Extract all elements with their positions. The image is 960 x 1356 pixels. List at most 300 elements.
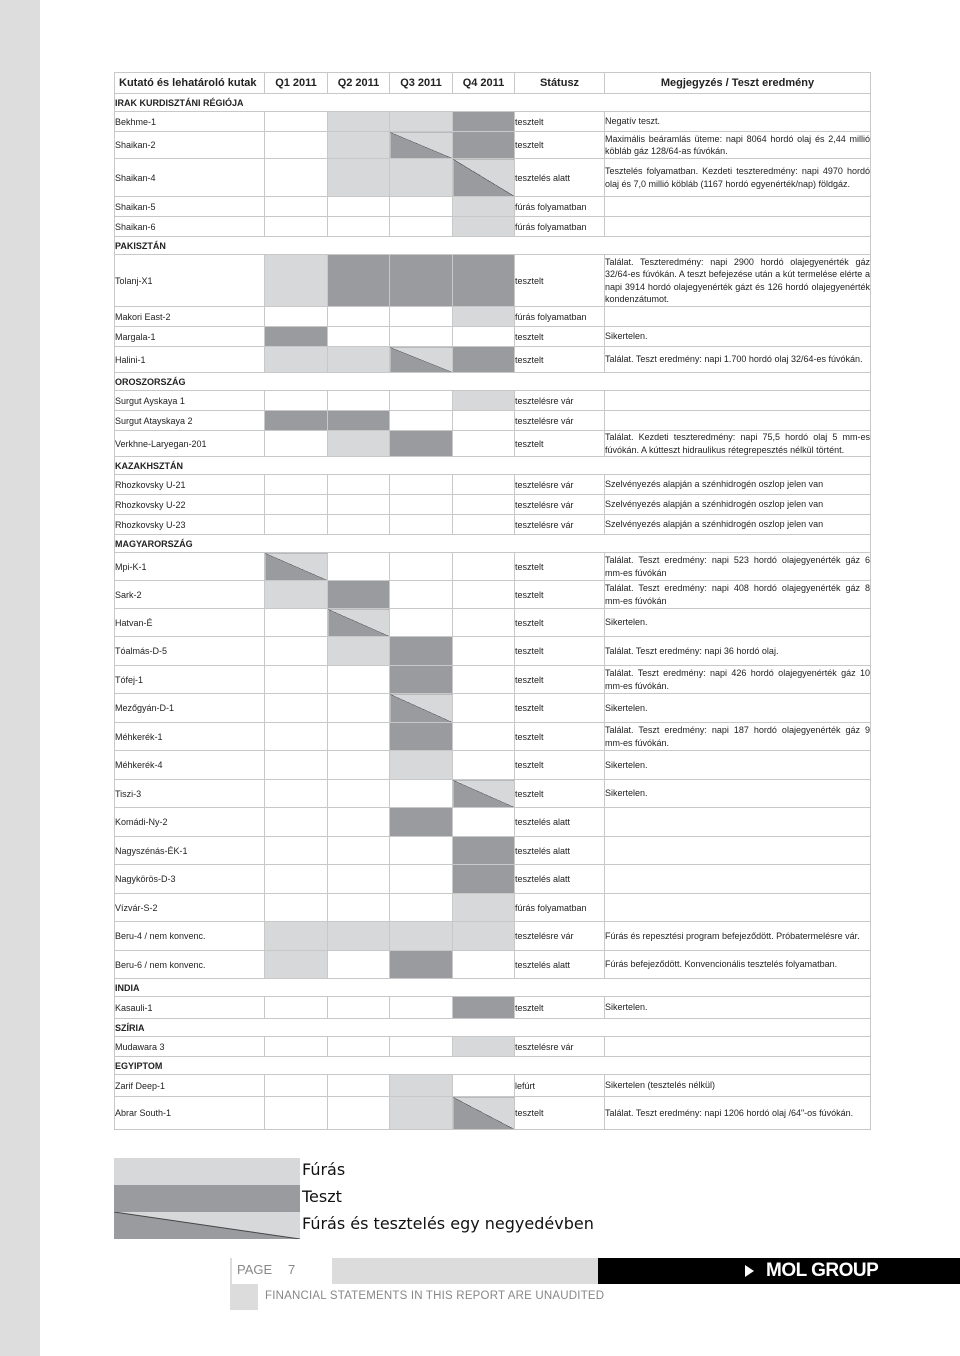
brand-name: MOL GROUP <box>766 1260 879 1281</box>
quarter-cell-q3 <box>390 431 453 457</box>
well-name: Komádi-Ny-2 <box>115 808 265 837</box>
well-name: Shaikan-5 <box>115 197 265 217</box>
quarter-cell-q1 <box>265 255 328 307</box>
quarter-cell-q1 <box>265 411 328 431</box>
status-cell: tesztelésre vár <box>515 391 605 411</box>
status-cell: tesztelésre vár <box>515 475 605 495</box>
status-cell: tesztelés alatt <box>515 808 605 837</box>
status-cell: tesztelt <box>515 637 605 666</box>
header-q3: Q3 2011 <box>390 73 453 94</box>
status-cell: tesztelt <box>515 780 605 808</box>
well-name: Makori East-2 <box>115 307 265 327</box>
quarter-cell-q1 <box>265 837 328 865</box>
quarter-cell-q2 <box>328 951 390 979</box>
status-cell: tesztelt <box>515 694 605 723</box>
triangle-arrow-icon <box>745 1265 754 1277</box>
table-row <box>115 411 871 431</box>
quarter-cell-q1 <box>265 808 328 837</box>
quarter-cell-q3 <box>390 997 453 1019</box>
remark-cell: Találat. Teszt eredmény: napi 408 hordó olajegyenérték gáz 8 mm-es fúvókán <box>605 581 871 609</box>
status-cell: lefúrt <box>515 1075 605 1097</box>
quarter-cell-q2 <box>328 391 390 411</box>
remark-cell <box>605 217 871 237</box>
quarter-cell-q4 <box>453 997 515 1019</box>
status-cell: fúrás folyamatban <box>515 307 605 327</box>
quarter-cell-q4 <box>453 255 515 307</box>
quarter-cell-q4 <box>453 694 515 723</box>
well-name: Zarif Deep-1 <box>115 1075 265 1097</box>
legend-swatch-testing <box>114 1185 300 1212</box>
quarter-cell-q4 <box>453 751 515 780</box>
quarter-cell-q1 <box>265 515 328 535</box>
quarter-cell-q1 <box>265 347 328 373</box>
status-cell: tesztelt <box>515 347 605 373</box>
section-row <box>115 94 871 112</box>
section-row <box>115 457 871 475</box>
section-row <box>115 237 871 255</box>
remark-cell: Találat. Teszt eredmény: napi 426 hordó olajegyenérték gáz 10 mm-es fúvókán. <box>605 666 871 694</box>
quarter-cell-q4 <box>453 112 515 132</box>
table-row <box>115 1075 871 1097</box>
mol-group-logo <box>598 1258 960 1284</box>
quarter-cell-q4 <box>453 411 515 431</box>
status-cell: tesztelt <box>515 327 605 347</box>
quarter-cell-q3 <box>390 894 453 922</box>
remark-cell: Sikertelen. <box>605 997 871 1019</box>
quarter-cell-q3 <box>390 217 453 237</box>
section-row <box>115 1019 871 1037</box>
remark-cell: Találat. Kezdeti teszteredmény: napi 75,5 hordó olaj 5 mm-es fúvókán. A kútteszt hidraulikus rétegrepesztés nélkül történt. <box>605 432 870 455</box>
well-name: Méhkerék-1 <box>115 723 265 751</box>
table-row <box>115 112 871 132</box>
status-cell: tesztelésre vár <box>515 515 605 535</box>
table-row <box>115 997 871 1019</box>
status-cell: tesztelt <box>515 666 605 694</box>
quarter-cell-q2 <box>328 694 390 723</box>
quarter-cell-q2 <box>328 997 390 1019</box>
quarter-cell-q1 <box>265 780 328 808</box>
quarter-cell-q4 <box>453 327 515 347</box>
quarter-cell-q4 <box>453 780 515 808</box>
well-name: Bekhme-1 <box>115 112 265 132</box>
status-cell: tesztelésre vár <box>515 411 605 431</box>
quarter-cell-q3 <box>390 751 453 780</box>
quarter-cell-q1 <box>265 217 328 237</box>
quarter-cell-q2 <box>328 837 390 865</box>
well-name: Nagykörös-D-3 <box>115 865 265 894</box>
table-row <box>115 327 871 347</box>
quarter-cell-q1 <box>265 1037 328 1057</box>
quarter-cell-q2 <box>328 808 390 837</box>
quarter-cell-q2 <box>328 347 390 373</box>
quarter-cell-q2 <box>328 723 390 751</box>
remark-cell <box>605 307 871 327</box>
remark-cell <box>605 865 871 894</box>
quarter-cell-q3 <box>390 581 453 609</box>
quarter-cell-q2 <box>328 217 390 237</box>
table-row <box>115 951 871 979</box>
quarter-cell-q1 <box>265 327 328 347</box>
quarter-cell-q1 <box>265 609 328 637</box>
drilling-table <box>114 72 870 1130</box>
status-cell: tesztelt <box>515 997 605 1019</box>
quarter-cell-q2 <box>328 159 390 197</box>
quarter-cell-q3 <box>390 495 453 515</box>
quarter-cell-q1 <box>265 723 328 751</box>
remark-cell <box>605 808 871 837</box>
quarter-cell-q1 <box>265 132 328 159</box>
well-name: Mezőgyán-D-1 <box>115 694 265 723</box>
section-title: PAKISZTÁN <box>115 237 871 255</box>
quarter-cell-q1 <box>265 751 328 780</box>
header-q2: Q2 2011 <box>328 73 390 94</box>
section-title: SZÍRIA <box>115 1019 871 1037</box>
status-cell: tesztelt <box>515 255 605 307</box>
quarter-cell-q4 <box>453 553 515 581</box>
quarter-cell-q2 <box>328 581 390 609</box>
well-name: Nagyszénás-ÉK-1 <box>115 837 265 865</box>
remark-cell: Maximális beáramlás üteme: napi 8064 hordó olaj és 2,44 millió köbláb gáz 128/64-as fúvókán. <box>605 132 871 159</box>
well-name: Rhozkovsky U-23 <box>115 515 265 535</box>
quarter-cell-q2 <box>328 132 390 159</box>
remark-cell: Találat. Teszt eredmény: napi 1.700 hordó olaj 32/64-es fúvókán. <box>605 347 871 373</box>
quarter-cell-q4 <box>453 1097 515 1130</box>
quarter-cell-q1 <box>265 666 328 694</box>
quarter-cell-q2 <box>328 666 390 694</box>
table-row <box>115 495 871 515</box>
quarter-cell-q2 <box>328 865 390 894</box>
well-name: Tóalmás-D-5 <box>115 637 265 666</box>
quarter-cell-q2 <box>328 255 390 307</box>
quarter-cell-q1 <box>265 112 328 132</box>
quarter-cell-q4 <box>453 723 515 751</box>
quarter-cell-q2 <box>328 112 390 132</box>
quarter-cell-q4 <box>453 515 515 535</box>
well-name: Tiszi-3 <box>115 780 265 808</box>
remark-cell <box>605 391 871 411</box>
quarter-cell-q3 <box>390 515 453 535</box>
table-row <box>115 609 871 637</box>
quarter-cell-q4 <box>453 132 515 159</box>
well-name: Margala-1 <box>115 327 265 347</box>
section-row <box>115 979 871 997</box>
remark-cell: Sikertelen (tesztelés nélkül) <box>605 1075 871 1097</box>
table-row <box>115 132 871 159</box>
table-row <box>115 1097 871 1130</box>
quarter-cell-q2 <box>328 1097 390 1130</box>
remark-cell: Fúrás és repesztési program befejeződött. Próbatermelésre vár. <box>605 922 871 951</box>
well-name: Vízvár-S-2 <box>115 894 265 922</box>
table-row <box>115 751 871 780</box>
quarter-cell-q1 <box>265 391 328 411</box>
quarter-cell-q2 <box>328 553 390 581</box>
table-row <box>115 894 871 922</box>
quarter-cell-q1 <box>265 475 328 495</box>
quarter-cell-q2 <box>328 411 390 431</box>
split-swatch-graphic <box>114 1212 300 1239</box>
table-row <box>115 307 871 327</box>
status-cell: tesztelt <box>515 132 605 159</box>
quarter-cell-q3 <box>390 609 453 637</box>
status-cell: tesztelt <box>515 751 605 780</box>
page-label: PAGE <box>237 1262 273 1277</box>
quarter-cell-q3 <box>390 391 453 411</box>
quarter-cell-q2 <box>328 327 390 347</box>
quarter-cell-q3 <box>390 922 453 951</box>
status-cell: tesztelt <box>515 553 605 581</box>
header-status: Státusz <box>515 73 605 94</box>
quarter-cell-q1 <box>265 951 328 979</box>
status-cell: tesztelt <box>515 431 605 457</box>
quarter-cell-q1 <box>265 637 328 666</box>
quarter-cell-q2 <box>328 431 390 457</box>
status-cell: tesztelés alatt <box>515 837 605 865</box>
section-title: OROSZORSZÁG <box>115 373 871 391</box>
side-margin-bar <box>0 0 40 1356</box>
section-row <box>115 1057 871 1075</box>
remark-cell: Találat. Teszt eredmény: napi 1206 hordó olaj /64"-os fúvókán. <box>605 1097 871 1130</box>
quarter-cell-q3 <box>390 132 453 159</box>
section-title: EGYIPTOM <box>115 1057 871 1075</box>
status-cell: tesztelt <box>515 723 605 751</box>
well-name: Sark-2 <box>115 581 265 609</box>
quarter-cell-q3 <box>390 475 453 495</box>
quarter-cell-q2 <box>328 751 390 780</box>
quarter-cell-q3 <box>390 112 453 132</box>
well-name: Kasauli-1 <box>115 997 265 1019</box>
legend-label: Fúrás <box>302 1160 346 1179</box>
remark-cell <box>605 894 871 922</box>
status-cell: tesztelés alatt <box>515 159 605 197</box>
table-row <box>115 255 871 307</box>
remark-cell: Sikertelen. <box>605 751 871 780</box>
remark-cell: Találat. Teszteredmény: napi 2900 hordó olajegyenérték gáz 32/64-es fúvókán. A teszt befejezése után a kút termelése elérte a napi 3914 hordó olajegyenérték gázt és 126 hordó olajegyenérték kondenzátumot. <box>605 255 871 307</box>
quarter-cell-q4 <box>453 922 515 951</box>
quarter-cell-q4 <box>453 808 515 837</box>
table-row <box>115 694 871 723</box>
well-name: Mpi-K-1 <box>115 553 265 581</box>
status-cell: tesztelésre vár <box>515 495 605 515</box>
quarter-cell-q3 <box>390 159 453 197</box>
table-row <box>115 217 871 237</box>
remark-cell <box>605 411 871 431</box>
status-cell: tesztelt <box>515 581 605 609</box>
section-title: KAZAKHSZTÁN <box>115 457 871 475</box>
well-name: Rhozkovsky U-21 <box>115 475 265 495</box>
quarter-cell-q1 <box>265 997 328 1019</box>
disclaimer: FINANCIAL STATEMENTS IN THIS REPORT ARE UNAUDITED <box>265 1290 605 1302</box>
header-well: Kutató és lehatároló kutak <box>115 73 265 94</box>
quarter-cell-q4 <box>453 637 515 666</box>
table-row <box>115 553 871 581</box>
quarter-cell-q2 <box>328 609 390 637</box>
quarter-cell-q1 <box>265 865 328 894</box>
quarter-cell-q3 <box>390 411 453 431</box>
quarter-cell-q1 <box>265 581 328 609</box>
status-cell: tesztelés alatt <box>515 865 605 894</box>
well-name: Méhkerék-4 <box>115 751 265 780</box>
quarter-cell-q1 <box>265 307 328 327</box>
quarter-cell-q1 <box>265 197 328 217</box>
quarter-cell-q4 <box>453 1037 515 1057</box>
quarter-cell-q3 <box>390 553 453 581</box>
quarter-cell-q4 <box>453 197 515 217</box>
status-cell: tesztelt <box>515 1097 605 1130</box>
quarter-cell-q3 <box>390 255 453 307</box>
remark-cell: Szelvényezés alapján a szénhidrogén oszlop jelen van <box>605 475 871 495</box>
status-cell: tesztelés alatt <box>515 951 605 979</box>
legend-swatch-both <box>114 1212 300 1239</box>
quarter-cell-q4 <box>453 865 515 894</box>
well-name: Shaikan-4 <box>115 159 265 197</box>
quarter-cell-q4 <box>453 347 515 373</box>
quarter-cell-q4 <box>453 475 515 495</box>
quarter-cell-q2 <box>328 780 390 808</box>
quarter-cell-q4 <box>453 894 515 922</box>
status-cell: fúrás folyamatban <box>515 197 605 217</box>
table-row <box>115 159 871 197</box>
quarter-cell-q2 <box>328 922 390 951</box>
legend-label: Fúrás és tesztelés egy negyedévben <box>302 1214 594 1233</box>
remark-cell <box>605 1037 871 1057</box>
quarter-cell-q2 <box>328 197 390 217</box>
table-row <box>115 391 871 411</box>
remark-cell: Találat. Teszt eredmény: napi 523 hordó olajegyenérték gáz 6 mm-es fúvókán <box>605 553 871 581</box>
quarter-cell-q4 <box>453 307 515 327</box>
quarter-cell-q2 <box>328 894 390 922</box>
status-cell: tesztelt <box>515 112 605 132</box>
section-title: INDIA <box>115 979 871 997</box>
quarter-cell-q1 <box>265 694 328 723</box>
quarter-cell-q1 <box>265 553 328 581</box>
remark-cell: Szelvényezés alapján a szénhidrogén oszlop jelen van <box>605 495 871 515</box>
quarter-cell-q2 <box>328 475 390 495</box>
table-row <box>115 637 871 666</box>
quarter-cell-q3 <box>390 1037 453 1057</box>
well-name: Beru-4 / nem konvenc. <box>115 922 265 951</box>
quarter-cell-q4 <box>453 609 515 637</box>
quarter-cell-q4 <box>453 951 515 979</box>
remark-cell: Sikertelen. <box>605 780 871 808</box>
quarter-cell-q4 <box>453 431 515 457</box>
status-cell: fúrás folyamatban <box>515 217 605 237</box>
quarter-cell-q4 <box>453 581 515 609</box>
section-row <box>115 535 871 553</box>
remark-cell <box>605 837 871 865</box>
status-cell: tesztelésre vár <box>515 1037 605 1057</box>
remark-cell: Találat. Teszt eredmény: napi 187 hordó olajegyenérték gáz 9 mm-es fúvókán. <box>605 723 871 751</box>
table-row <box>115 475 871 495</box>
table-row <box>115 723 871 751</box>
well-name: Rhozkovsky U-22 <box>115 495 265 515</box>
quarter-cell-q1 <box>265 495 328 515</box>
well-name: Abrar South-1 <box>115 1097 265 1130</box>
quarter-cell-q1 <box>265 922 328 951</box>
well-name: Verkhne-Laryegan-201 <box>115 431 265 457</box>
quarter-cell-q3 <box>390 808 453 837</box>
table-row <box>115 515 871 535</box>
remark-cell: Fúrás befejeződött. Konvencionális tesztelés folyamatban. <box>605 951 871 979</box>
quarter-cell-q3 <box>390 780 453 808</box>
table-row <box>115 865 871 894</box>
table-row <box>115 197 871 217</box>
table-row <box>115 581 871 609</box>
table-row <box>115 666 871 694</box>
quarter-cell-q3 <box>390 327 453 347</box>
remark-cell: Tesztelés folyamatban. Kezdeti teszteredmény: napi 4970 hordó olaj és 7,0 millió köbláb (1167 hordó egyenérték/nap) földgáz. <box>605 159 871 197</box>
remark-cell: Szelvényezés alapján a szénhidrogén oszlop jelen van <box>605 515 871 535</box>
quarter-cell-q1 <box>265 1097 328 1130</box>
quarter-cell-q3 <box>390 694 453 723</box>
legend-label: Teszt <box>302 1187 342 1206</box>
quarter-cell-q4 <box>453 1075 515 1097</box>
quarter-cell-q3 <box>390 307 453 327</box>
remark-cell: Találat. Teszt eredmény: napi 36 hordó olaj. <box>605 637 871 666</box>
quarter-cell-q4 <box>453 159 515 197</box>
legend-swatch-drilling <box>114 1158 300 1185</box>
remark-cell: Sikertelen. <box>605 694 871 723</box>
quarter-cell-q1 <box>265 1075 328 1097</box>
quarter-cell-q2 <box>328 1075 390 1097</box>
well-name: Beru-6 / nem konvenc. <box>115 951 265 979</box>
quarter-cell-q3 <box>390 347 453 373</box>
well-name: Surgut Atayskaya 2 <box>115 411 265 431</box>
quarter-cell-q2 <box>328 637 390 666</box>
table-row <box>115 347 871 373</box>
well-name: Halini-1 <box>115 347 265 373</box>
quarter-cell-q3 <box>390 951 453 979</box>
remark-cell: Sikertelen. <box>605 609 871 637</box>
quarter-cell-q2 <box>328 495 390 515</box>
quarter-cell-q3 <box>390 637 453 666</box>
well-name: Mudawara 3 <box>115 1037 265 1057</box>
section-title: MAGYARORSZÁG <box>115 535 871 553</box>
well-name: Surgut Ayskaya 1 <box>115 391 265 411</box>
quarter-cell-q1 <box>265 894 328 922</box>
quarter-cell-q4 <box>453 837 515 865</box>
quarter-cell-q3 <box>390 666 453 694</box>
quarter-cell-q3 <box>390 837 453 865</box>
footer-grey-block <box>230 1284 258 1310</box>
quarter-cell-q3 <box>390 197 453 217</box>
section-title: IRAK KURDISZTÁNI RÉGIÓJA <box>115 94 871 112</box>
remark-cell: Sikertelen. <box>605 327 871 347</box>
quarter-cell-q4 <box>453 217 515 237</box>
quarter-cell-q2 <box>328 515 390 535</box>
well-name: Tófej-1 <box>115 666 265 694</box>
well-name: Tolanj-X1 <box>115 255 265 307</box>
header-remark: Megjegyzés / Teszt eredmény <box>605 73 871 94</box>
quarter-cell-q4 <box>453 391 515 411</box>
remark-cell: Negatív teszt. <box>605 112 871 132</box>
well-name: Shaikan-2 <box>115 132 265 159</box>
quarter-cell-q4 <box>453 495 515 515</box>
status-cell: tesztelésre vár <box>515 922 605 951</box>
table-row <box>115 922 871 951</box>
quarter-cell-q1 <box>265 431 328 457</box>
quarter-cell-q2 <box>328 307 390 327</box>
quarter-cell-q3 <box>390 723 453 751</box>
well-name: Shaikan-6 <box>115 217 265 237</box>
table-row <box>115 808 871 837</box>
well-name: Hatvan-É <box>115 609 265 637</box>
section-row <box>115 373 871 391</box>
header-q1: Q1 2011 <box>265 73 328 94</box>
quarter-cell-q4 <box>453 666 515 694</box>
table-header-row <box>115 73 871 94</box>
table-row <box>115 431 871 457</box>
status-cell: tesztelt <box>515 609 605 637</box>
